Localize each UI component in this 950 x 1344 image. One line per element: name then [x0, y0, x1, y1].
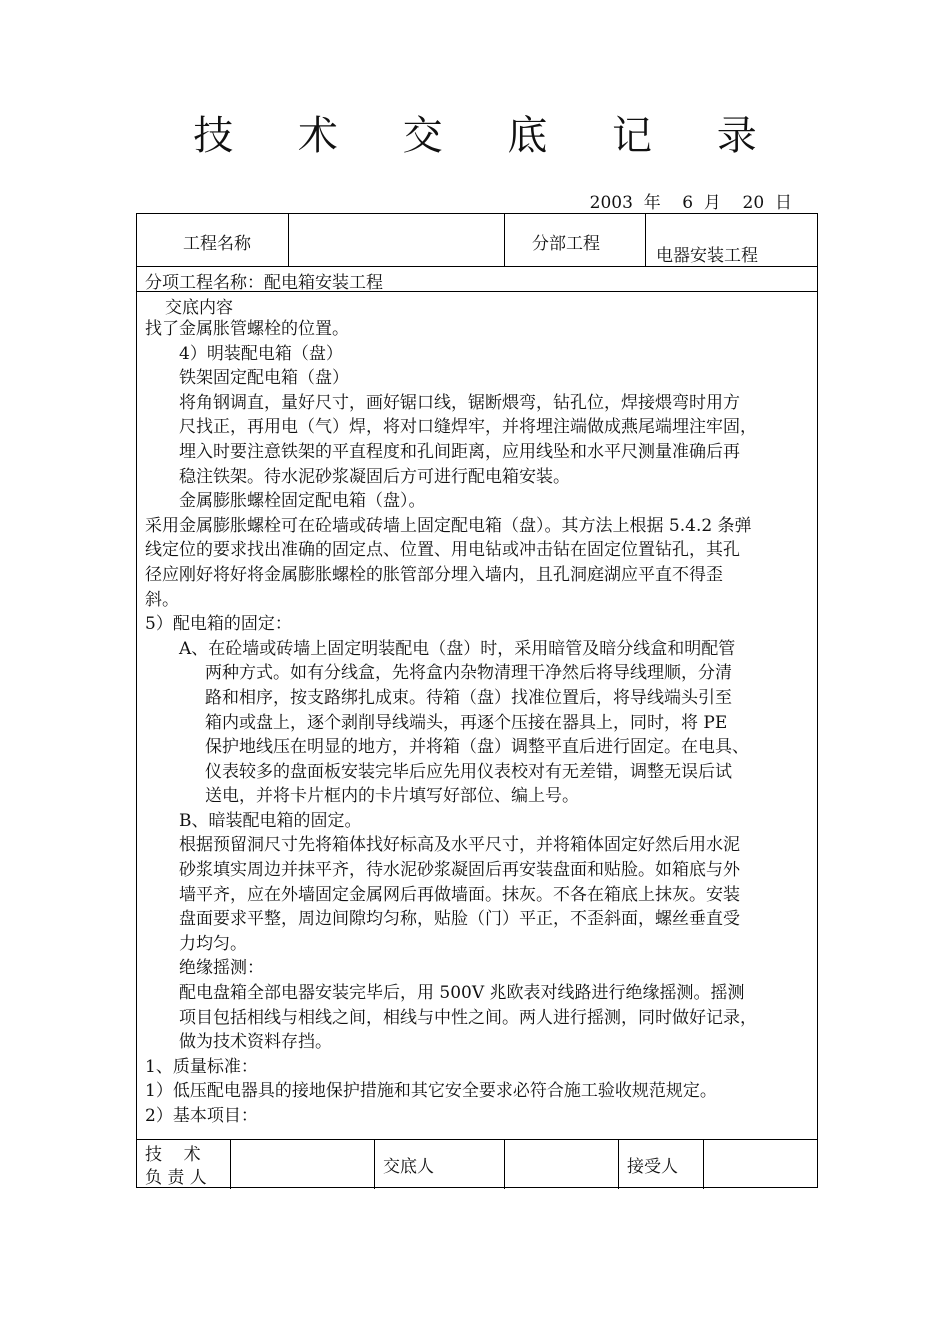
content-line: 稳注铁架。待水泥砂浆凝固后方可进行配电箱安装。 [179, 466, 570, 487]
content-line: 找了金属胀管螺栓的位置。 [145, 319, 349, 339]
content-line: 1、质量标准： [145, 1056, 258, 1077]
receiver-label: 接受人 [627, 1157, 678, 1177]
content-line: 箱内或盘上，逐个剥削导线端头，再逐个压接在器具上，同时，将 PE [205, 712, 728, 733]
division-value: 电器安装工程 [656, 246, 758, 266]
content-line: 斜。 [145, 589, 179, 610]
content-line: 4）明装配电箱（盘） [179, 343, 343, 364]
content-line: 采用金属膨胀螺栓可在砼墙或砖墙上固定配电箱（盘）。其方法上根据 5.4.2 条弹 [145, 515, 752, 536]
content-line: 送电，并将卡片框内的卡片填写好部位、编上号。 [205, 786, 579, 807]
page-title: 技 术 交 底 记 录 [193, 113, 783, 159]
content-line: 根据预留洞尺寸先将箱体找好标高及水平尺寸，并将箱体固定好然后用水泥 [179, 835, 740, 856]
presenter-label: 交底人 [383, 1157, 434, 1177]
content-line: 仪表较多的盘面板安装完毕后应先用仪表校对有无差错，调整无误后试 [205, 761, 732, 782]
content-line: 力均匀。 [179, 933, 247, 954]
project-name-label: 工程名称 [183, 234, 251, 254]
content-line: 5）配电箱的固定： [145, 614, 292, 635]
division-label: 分部工程 [532, 234, 600, 254]
content-line: 径应刚好将好将金属膨胀螺栓的胀管部分埋入墙内，且孔洞庭湖应平直不得歪 [145, 564, 723, 585]
content-heading: 交底内容 [165, 298, 233, 318]
content-line: A、在砼墙或砖墙上固定明装配电（盘）时，采用暗管及暗分线盒和明配管 [179, 638, 736, 659]
record-table [136, 213, 818, 1188]
content-line: 盘面要求平整，周边间隙均匀称，贴脸（门）平正，不歪斜面，螺丝垂直受 [179, 909, 740, 930]
content-line: 绝缘摇测： [179, 958, 264, 979]
content-line: 墙平齐，应在外墙固定金属网后再做墙面。抹灰。不各在箱底上抹灰。安装 [179, 884, 740, 905]
content-line: 1）低压配电器具的接地保护措施和其它安全要求必符合施工验收规范规定。 [145, 1081, 717, 1102]
content-line: 保护地线压在明显的地方，并将箱（盘）调整平直后进行固定。在电具、 [205, 737, 749, 758]
content-line: 金属膨胀螺栓固定配电箱（盘）。 [179, 491, 426, 512]
content-line: 配电盘箱全部电器安装完毕后，用 500V 兆欧表对线路进行绝缘摇测。摇测 [179, 983, 745, 1004]
content-line: 埋入时要注意铁架的平直程度和孔间距离，应用线坠和水平尺测量准确后再 [179, 441, 740, 462]
subitem-name: 分项工程名称：配电箱安装工程 [145, 273, 383, 293]
content-line: 两种方式。如有分线盒，先将盒内杂物清理干净然后将导线理顺，分清 [205, 663, 732, 684]
content-line: 项目包括相线与相线之间，相线与中性之间。两人进行摇测，同时做好记录， [179, 1007, 757, 1028]
content-line: B、暗装配电箱的固定。 [179, 810, 362, 831]
content-line: 尺找正，再用电（气）焊，将对口缝焊牢，并将埋注端做成燕尾端埋注牢固， [179, 417, 757, 438]
record-date: 2003 年 6 月 20 日 [589, 193, 792, 213]
content-line: 路和相序，按支路绑扎成束。待箱（盘）找准位置后，将导线端头引至 [205, 687, 732, 708]
content-body [145, 317, 813, 1129]
tech-lead-label-line1: 技 术 [145, 1145, 201, 1165]
content-line: 2）基本项目： [145, 1106, 258, 1126]
content-line: 砂浆填实周边并抹平齐，待水泥砂浆凝固后再安装盘面和贴脸。如箱底与外 [179, 860, 740, 881]
content-line: 线定位的要求找出准确的固定点、位置、用电钻或冲击钻在固定位置钻孔，其孔 [145, 540, 740, 561]
content-line: 将角钢调直，量好尺寸，画好锯口线，锯断煨弯，钻孔位，焊接煨弯时用方 [179, 392, 740, 413]
tech-lead-label-line2: 负 责 人 [145, 1168, 207, 1188]
content-line: 铁架固定配电箱（盘） [179, 368, 349, 389]
content-line: 做为技术资料存挡。 [179, 1032, 332, 1053]
